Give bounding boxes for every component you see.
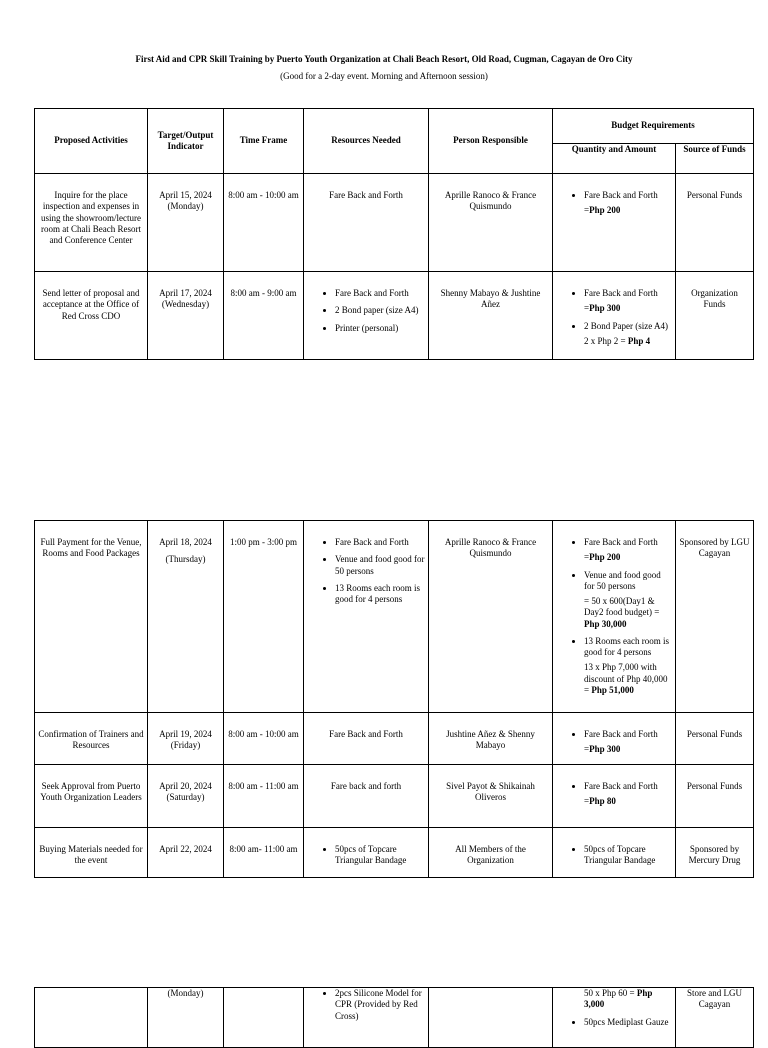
qty-cell xyxy=(553,828,676,878)
target-cell: April 18, 2024 (Thursday) xyxy=(148,521,224,713)
time-cell xyxy=(224,988,304,1048)
qty-cell xyxy=(553,713,676,765)
resources-cell xyxy=(304,988,429,1048)
person-cell: Shenny Mabayo & Jushtine Añez xyxy=(429,272,553,360)
target-cell: April 15, 2024 (Monday) xyxy=(148,174,224,272)
resources-cell: Fare Back and Forth xyxy=(304,174,429,272)
header-resources: Resources Needed xyxy=(304,109,429,174)
list-item: • Fare Back and Forth =Php 200 xyxy=(584,537,672,564)
table-row xyxy=(35,521,754,713)
activity-cell xyxy=(35,988,148,1048)
list-item: • 50pcs of Topcare Triangular Bandage xyxy=(335,844,425,867)
time-cell: 8:00 am - 10:00 am xyxy=(224,713,304,765)
activity-cell: Confirmation of Trainers and Resources xyxy=(35,713,148,765)
page-subtitle: (Good for a 2-day event. Morning and Afternoon session) xyxy=(280,71,488,81)
header-activities: Proposed Activities xyxy=(35,109,148,174)
table-row xyxy=(35,765,754,828)
list-item: • 2 Bond paper (size A4) xyxy=(335,305,425,316)
time-cell: 8:00 am- 11:00 am xyxy=(224,828,304,878)
page-title: First Aid and CPR Skill Training by Puerto Youth Organization at Chali Beach Resort, Old Road, Cugman, Cagayan de Oro City xyxy=(135,54,633,64)
target-cell: April 19, 2024 (Friday) xyxy=(148,713,224,765)
qty-cell xyxy=(553,272,676,360)
list-item: • Fare Back and Forth =Php 200 xyxy=(584,190,672,217)
header-time: Time Frame xyxy=(224,109,304,174)
list-item: • Fare Back and Forth =Php 300 xyxy=(584,729,672,756)
source-cell: Sponsored by Mercury Drug xyxy=(676,828,754,878)
list-item: • Fare Back and Forth xyxy=(335,537,425,548)
target-cell: April 17, 2024 (Wednesday) xyxy=(148,272,224,360)
time-cell: 8:00 am - 11:00 am xyxy=(224,765,304,828)
list-item: • Fare Back and Forth =Php 80 xyxy=(584,781,672,808)
resources-cell xyxy=(304,828,429,878)
table-row xyxy=(35,272,754,360)
list-item: • Fare Back and Forth =Php 300 xyxy=(584,288,672,315)
list-item: • 50pcs of Topcare Triangular Bandage xyxy=(584,844,672,867)
person-cell: Aprille Ranoco & France Quismundo xyxy=(429,521,553,713)
resources-cell: Fare Back and Forth xyxy=(304,713,429,765)
qty-cell xyxy=(553,174,676,272)
resources-cell xyxy=(304,272,429,360)
person-cell xyxy=(429,988,553,1048)
source-cell: Sponsored by LGU Cagayan xyxy=(676,521,754,713)
time-cell: 1:00 pm - 3:00 pm xyxy=(224,521,304,713)
person-cell: Jushtine Añez & Shenny Mabayo xyxy=(429,713,553,765)
activity-cell: Buying Materials needed for the event xyxy=(35,828,148,878)
resources-cell xyxy=(304,521,429,713)
header-source: Source of Funds xyxy=(676,144,754,174)
table-row xyxy=(35,713,754,765)
budget-table-page1 xyxy=(34,108,754,360)
resources-cell: Fare back and forth xyxy=(304,765,429,828)
table-row xyxy=(35,174,754,272)
header-budget: Budget Requirements xyxy=(553,109,754,144)
list-item: • 13 Rooms each room is good for 4 persons xyxy=(335,583,425,606)
table-row xyxy=(35,828,754,878)
source-cell: Store and LGU Cagayan xyxy=(676,988,754,1048)
target-cell: (Monday) xyxy=(148,988,224,1048)
activity-cell: Send letter of proposal and acceptance at the Office of Red Cross CDO xyxy=(35,272,148,360)
header-qty: Quantity and Amount xyxy=(553,144,676,174)
list-item: • Venue and food good for 50 persons = 50 x 600(Day1 & Day2 food budget) = Php 30,000 xyxy=(584,570,672,630)
list-item: • 2 Bond Paper (size A4) 2 x Php 2 = Php 4 xyxy=(584,321,672,348)
source-cell: Personal Funds xyxy=(676,713,754,765)
list-item: • 50pcs Mediplast Gauze xyxy=(584,1017,672,1028)
source-cell: Organization Funds xyxy=(676,272,754,360)
activity-cell: Full Payment for the Venue, Rooms and Food Packages xyxy=(35,521,148,713)
list-item: • Printer (personal) xyxy=(335,323,425,334)
target-cell: April 22, 2024 xyxy=(148,828,224,878)
budget-table-page3 xyxy=(34,987,754,1048)
list-item: • Venue and food good for 50 persons xyxy=(335,554,425,577)
qty-cell xyxy=(553,765,676,828)
qty-cell: 50 x Php 60 = Php 3,000 • 50pcs Mediplast Gauze xyxy=(553,988,676,1048)
person-cell: Sivel Payot & Shikainah Oliveros xyxy=(429,765,553,828)
list-item: • Fare Back and Forth xyxy=(335,288,425,299)
header-target: Target/Output Indicator xyxy=(148,109,224,174)
time-cell: 8:00 am - 9:00 am xyxy=(224,272,304,360)
list-item: • 2pcs Silicone Model for CPR (Provided by Red Cross) xyxy=(335,988,425,1022)
source-cell: Personal Funds xyxy=(676,174,754,272)
list-item: • 13 Rooms each room is good for 4 persons 13 x Php 7,000 with discount of Php 40,000 = Php 51,000 xyxy=(584,636,672,696)
table-row xyxy=(35,988,754,1048)
target-cell: April 20, 2024 (Saturday) xyxy=(148,765,224,828)
qty-cell xyxy=(553,521,676,713)
budget-table-page2 xyxy=(34,520,754,878)
person-cell: All Members of the Organization xyxy=(429,828,553,878)
header-person: Person Responsible xyxy=(429,109,553,174)
time-cell: 8:00 am - 10:00 am xyxy=(224,174,304,272)
activity-cell: Seek Approval from Puerto Youth Organization Leaders xyxy=(35,765,148,828)
source-cell: Personal Funds xyxy=(676,765,754,828)
activity-cell: Inquire for the place inspection and expenses in using the showroom/lecture room at Chali Beach Resort and Conference Center xyxy=(35,174,148,272)
person-cell: Aprille Ranoco & France Quismundo xyxy=(429,174,553,272)
